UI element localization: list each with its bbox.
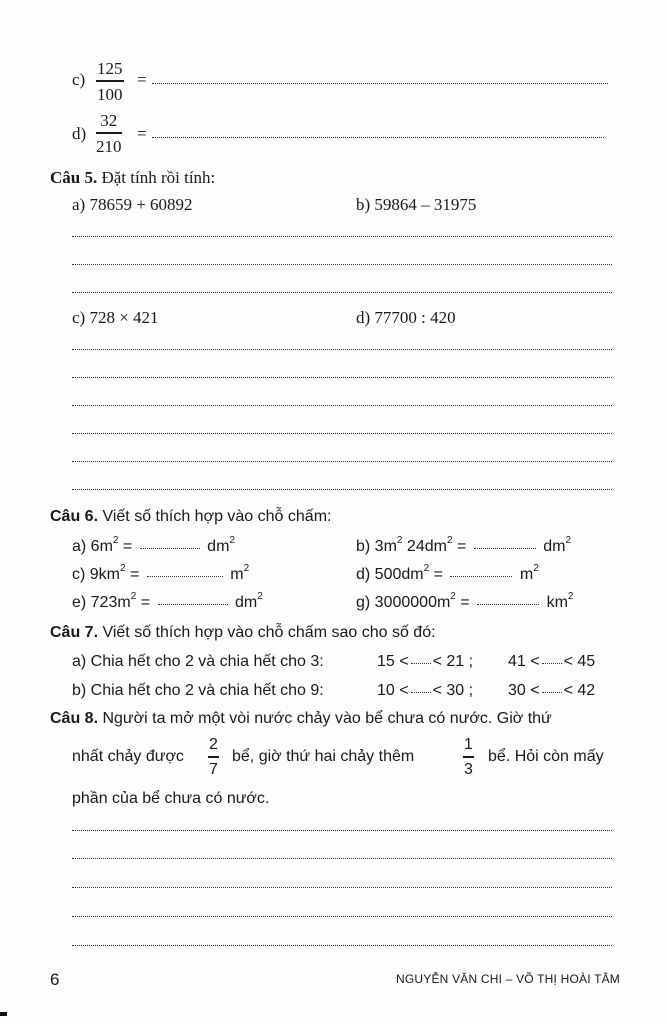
q6-e: e) $723m^2 = dm^2$: [72, 591, 263, 611]
part-c-equals: =: [137, 70, 147, 89]
q5-work-line[interactable]: [72, 349, 612, 350]
q7-a-text: a) Chia hết cho 2 và chia hết cho 3:: [72, 653, 324, 670]
q5-a: a) 78659 + 60892: [72, 195, 193, 214]
q7-prompt: Viết số thích hợp vào chỗ chấm sao cho số đó:: [102, 624, 436, 641]
q6-prompt: Viết số thích hợp vào chỗ chấm:: [102, 508, 332, 525]
part-c-label: c): [72, 70, 86, 89]
q6-d: d) $500dm^2 = m^2$: [356, 563, 539, 583]
q5-work-line[interactable]: [72, 377, 612, 378]
part-c-answer-line[interactable]: [152, 83, 608, 84]
q5-c: c) 728 × 421: [72, 308, 159, 327]
q8-title: Câu 8.: [50, 710, 99, 727]
q8-answer-line[interactable]: [72, 858, 612, 859]
q7-a-blank-1[interactable]: [411, 663, 431, 664]
q8-fraction-1: 2 7: [209, 736, 218, 778]
part-d-fraction: [96, 112, 122, 155]
part-d-equals: =: [137, 124, 147, 143]
page-number: 6: [50, 970, 60, 989]
q8-answer-line[interactable]: [72, 887, 612, 888]
q8-text-2a: nhất chảy được: [72, 748, 184, 765]
q5-b: b) 59864 – 31975: [356, 195, 477, 214]
q8-line-1: [50, 710, 552, 728]
q5-work-line[interactable]: [72, 264, 612, 265]
q7-b-blank-1[interactable]: [411, 692, 431, 693]
q5-work-line[interactable]: [72, 461, 612, 462]
q7-b-range-1: 10 < < 30 ;: [377, 682, 474, 699]
q6-g: g) $3000000m^2 = km^2$: [356, 591, 574, 611]
q6-a-answer-blank[interactable]: [140, 548, 200, 549]
scan-mark: [0, 1012, 7, 1016]
q8-text-2b: bể, giờ thứ hai chảy thêm: [232, 748, 415, 765]
q5-d: d) 77700 : 420: [356, 308, 456, 327]
q5-work-line[interactable]: [72, 236, 612, 237]
q8-text-2c: bể. Hỏi còn mấy: [488, 748, 604, 765]
q8-answer-line[interactable]: [72, 830, 612, 831]
part-d-label: d): [72, 124, 87, 143]
q8-answer-line[interactable]: [72, 916, 612, 917]
q8-text-3: phần của bể chưa có nước.: [72, 790, 270, 807]
q7-a-range-1: 15 < < 21 ;: [377, 653, 474, 670]
part-d-denominator: 210: [96, 136, 122, 156]
q6-c-answer-blank[interactable]: [147, 576, 223, 577]
q5-work-line[interactable]: [72, 489, 612, 490]
q6-a: a) $6m^2 = dm^2$: [72, 535, 235, 555]
q8-answer-line[interactable]: [72, 945, 612, 946]
q6-b: b) $3m^2$ $24dm^2 = dm^2$: [356, 535, 571, 555]
q6-d-answer-blank[interactable]: [450, 576, 512, 577]
q8-text-1: Người ta mở một vòi nước chảy vào bể chưa có nước. Giờ thứ: [102, 710, 552, 727]
q5-title: Câu 5.: [50, 168, 98, 187]
q5-work-line[interactable]: [72, 433, 612, 434]
q7-b-text: b) Chia hết cho 2 và chia hết cho 9:: [72, 682, 324, 699]
q6-title: Câu 6.: [50, 508, 99, 525]
q7-b-range-2: 30 < < 42: [508, 682, 596, 699]
q6-c: c) $9km^2 = m^2$: [72, 563, 250, 583]
q7-heading: [50, 624, 436, 642]
q7-a-range-2: 41 < < 45: [508, 653, 596, 670]
q6-b-answer-blank[interactable]: [474, 548, 536, 549]
part-c-numerator: 125: [97, 59, 123, 78]
part-c-denominator: 100: [97, 84, 123, 104]
q7-title: Câu 7.: [50, 624, 99, 641]
part-d-answer-line[interactable]: [152, 137, 604, 138]
q6-g-answer-blank[interactable]: [477, 604, 539, 605]
q5-work-line[interactable]: [72, 405, 612, 406]
part-c-fraction: [96, 60, 124, 103]
q6-heading: [50, 508, 331, 526]
q7-a-blank-2[interactable]: [542, 663, 562, 664]
q8-fraction-2: 1 3: [464, 736, 473, 778]
part-d-numerator: 32: [100, 111, 118, 130]
q5-heading: [50, 168, 215, 188]
q7-b-blank-2[interactable]: [542, 692, 562, 693]
footer-authors: NGUYỄN VĂN CHI – VÕ THỊ HOÀI TÂM: [396, 972, 620, 986]
q5-prompt: Đặt tính rồi tính:: [101, 168, 216, 187]
q5-work-line[interactable]: [72, 292, 612, 293]
q6-e-answer-blank[interactable]: [158, 604, 228, 605]
